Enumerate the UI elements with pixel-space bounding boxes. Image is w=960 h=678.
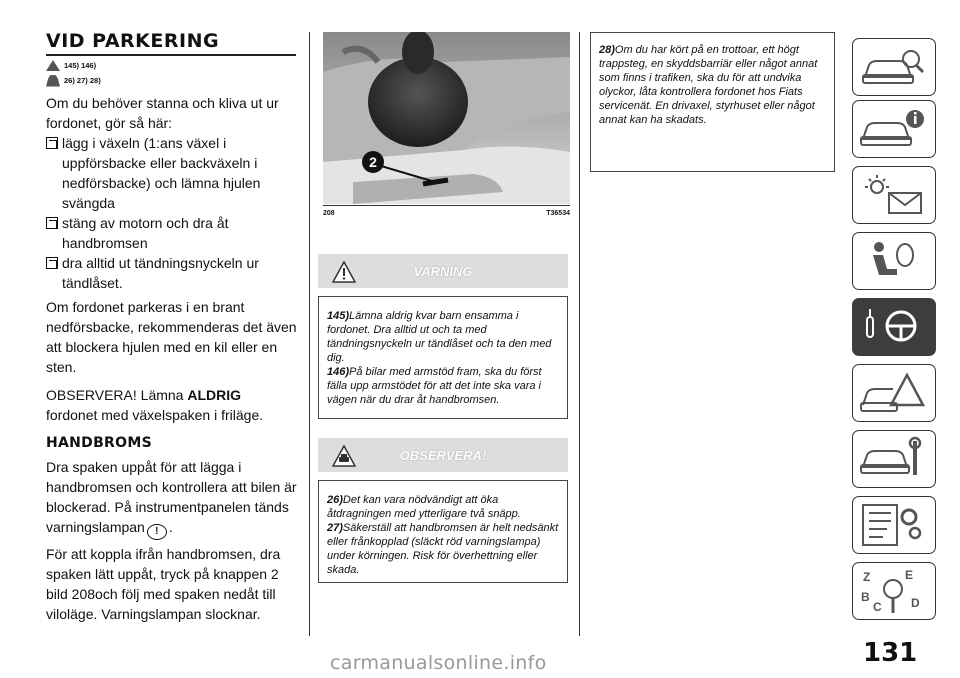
tab-car-search[interactable] bbox=[852, 38, 936, 96]
key-steering-wheel-icon bbox=[853, 299, 933, 353]
note-refs-text: 26) 27) 28) bbox=[64, 76, 101, 85]
figure-number: 208 bbox=[323, 210, 335, 217]
observe-item-text: Säkerställ att handbromsen är helt nedsänkt eller frånkopplad (släckt röd varningslampa) under körningen. Risk för överhettning eller skada. bbox=[327, 522, 559, 576]
figure-caption bbox=[323, 210, 570, 217]
handbrake-paragraph-1 bbox=[46, 457, 298, 540]
warning-box bbox=[318, 296, 568, 419]
car-note-icon bbox=[46, 75, 60, 87]
svg-text:Z: Z bbox=[863, 570, 871, 584]
brake-warning-lamp-icon: ! bbox=[147, 524, 167, 540]
observe-item bbox=[327, 493, 559, 521]
bullet-arrow-icon bbox=[46, 257, 58, 269]
body-text bbox=[46, 93, 298, 624]
specifications-gear-icon bbox=[853, 497, 933, 551]
observe-item bbox=[327, 521, 559, 577]
handbrake-p1-text: Dra spaken uppåt för att lägga i handbromsen och kontrollera att bilen är blockerad. På instrumentpanelen tänds varningslampan bbox=[46, 458, 297, 535]
bullet-item bbox=[46, 133, 298, 213]
svg-text:B: B bbox=[861, 590, 870, 604]
observe-box bbox=[318, 480, 568, 583]
section-title: VID PARKERING bbox=[46, 30, 220, 52]
column-divider bbox=[579, 32, 580, 636]
bullet-arrow-icon bbox=[46, 137, 58, 149]
tab-emergency[interactable] bbox=[852, 364, 936, 422]
warning-refs bbox=[46, 60, 298, 71]
warning-item-number: 146) bbox=[327, 366, 350, 378]
bullet-item bbox=[46, 253, 298, 293]
warning-header bbox=[318, 254, 568, 288]
svg-text:C: C bbox=[873, 600, 882, 614]
observe-item-number: 27) bbox=[327, 522, 343, 534]
tab-key-steering-wheel[interactable] bbox=[852, 298, 936, 356]
caption-rule bbox=[323, 205, 570, 206]
tab-index[interactable] bbox=[852, 562, 936, 620]
warning-item-text: Lämna aldrig kvar barn ensamma i fordonet. Dra alltid ut och ta med tändningsnyckeln ur tändlåset och ta den med dig. bbox=[327, 310, 552, 364]
warning-item bbox=[327, 365, 559, 407]
observe-box-continued bbox=[590, 32, 835, 172]
column-divider bbox=[309, 32, 310, 636]
slope-paragraph: Om fordonet parkeras i en brant nedförsbacke, rekommenderas det även att blockera hjulen med en kil eller en sten. bbox=[46, 298, 297, 375]
title-rule bbox=[46, 54, 296, 56]
tab-specifications[interactable] bbox=[852, 496, 936, 554]
note-prefix: OBSERVERA! Lämna bbox=[46, 386, 188, 403]
observe-item-number: 26) bbox=[327, 494, 343, 506]
observe-header bbox=[318, 438, 568, 472]
note-bold: ALDRIG bbox=[187, 386, 242, 403]
bullet-text: lägg i växeln (1:ans växel i uppförsbacke eller backväxeln i nedförsbacke) och lämna hjulen svängda bbox=[62, 134, 261, 211]
observe-item-text: Om du har kört på en trottoar, ett högt trappsteg, en skyddsbarriär eller något annat som finns i trafiken, ska du för att undvika olyckor, låta kontrollera fordonet hos Fiats servicenät. En drivaxel, styrhuset eller något annat kan ha skadats. bbox=[599, 44, 818, 126]
car-info-icon bbox=[853, 101, 933, 155]
observe-item-text: Det kan vara nödvändigt att öka åtdragningen med ytterligare två snäpp. bbox=[327, 494, 521, 520]
warning-item-number: 145) bbox=[327, 310, 350, 322]
observe-title: OBSERVERA! bbox=[399, 448, 487, 463]
tab-airbag-seat[interactable] bbox=[852, 232, 936, 290]
warning-triangle-icon bbox=[46, 60, 60, 71]
tab-car-wrench[interactable] bbox=[852, 430, 936, 488]
airbag-seat-icon bbox=[853, 233, 933, 287]
observe-item bbox=[599, 43, 826, 127]
bullet-text: dra alltid ut tändningsnyckeln ur tändlåset. bbox=[62, 254, 259, 291]
figure-code: T36534 bbox=[546, 210, 570, 217]
svg-text:E: E bbox=[905, 568, 914, 582]
tab-warning-lights[interactable] bbox=[852, 166, 936, 224]
index-search-icon bbox=[853, 563, 933, 617]
tab-car-info[interactable] bbox=[852, 100, 936, 158]
observe-item-number: 28) bbox=[599, 44, 615, 56]
warning-item-text: På bilar med armstöd fram, ska du först fälla upp armstödet för att det inte ska vara i vägen när du drar åt handbromsen. bbox=[327, 366, 542, 406]
note-refs bbox=[46, 75, 298, 87]
emergency-triangle-icon bbox=[853, 365, 933, 419]
warning-title: VARNING bbox=[413, 264, 473, 279]
warning-item bbox=[327, 309, 559, 365]
warning-lights-icon bbox=[853, 167, 933, 221]
handbrake-photo bbox=[323, 32, 570, 204]
car-search-icon bbox=[853, 39, 933, 93]
handbrake-p1-end: . bbox=[168, 518, 173, 535]
bullet-arrow-icon bbox=[46, 217, 58, 229]
watermark: carmanualsonline.info bbox=[330, 652, 547, 674]
svg-text:D: D bbox=[911, 596, 920, 610]
bullet-item bbox=[46, 213, 298, 253]
note-paragraph bbox=[46, 385, 298, 425]
handbrake-paragraph-2: För att koppla ifrån handbromsen, dra spaken lätt uppåt, tryck på knappen 2 bild 208och följ med spaken nedåt till viloläge. Varningslampan slocknar. bbox=[46, 545, 281, 622]
figure-callout: 2 bbox=[369, 154, 377, 170]
left-column bbox=[46, 0, 298, 632]
warning-refs-text: 145) 146) bbox=[64, 60, 97, 70]
car-wrench-icon bbox=[853, 431, 933, 485]
intro-paragraph: Om du behöver stanna och kliva ut ur fordonet, gör så här: bbox=[46, 94, 279, 131]
bullet-text: stäng av motorn och dra åt handbromsen bbox=[62, 214, 229, 251]
handbrake-title: HANDBROMS bbox=[46, 434, 152, 451]
page-number: 131 bbox=[863, 638, 918, 668]
handbrake-illustration bbox=[323, 32, 570, 204]
note-suffix: fordonet med växelspaken i friläge. bbox=[46, 406, 264, 423]
